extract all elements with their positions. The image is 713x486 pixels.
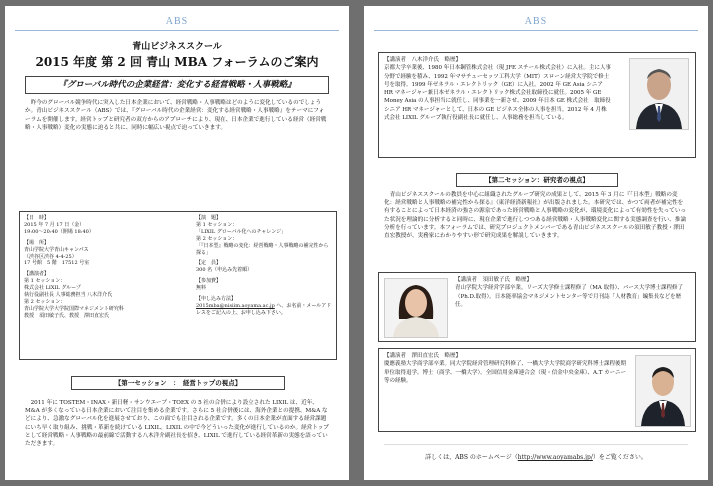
info-right-line: 第 1 セッション： [196, 221, 238, 228]
speaker2-heading: 【講演者 須田敏子氏 略歴】 [455, 277, 533, 283]
info-left-line: 青山学院大学青山キャンパス [24, 246, 89, 253]
theme-box: 『グローバル時代の企業経営：変化する経営戦略・人事戦略』 [25, 76, 329, 94]
event-info-left [24, 215, 189, 320]
info-right-line: 「『日本型』戦略の変化：経営戦略・人事戦略の補完性から探る」 [196, 242, 329, 256]
signup-instructions: へ、お名前・メールアドレスをご記入の上、お申し込み下さい。 [196, 302, 332, 316]
footer-prefix: 詳しくは、ABS のホームページ（ [425, 454, 518, 461]
speaker1-bio: 京都大学卒業後、1980 年日本鋼管株式会社（現 JFE スチール株式会社）に入社。主に人事分野で経験を積み、1992 年マサチューセッツ工科大学（MIT）スローン経営大学院で修士号を取得。1999 年ゼネラル・エレクトリック（GE）に入社。2002 年 GE Asia シニア HR マネージャー兼日本ゼネラル・エレクトリック株式会社取締役に就任。2005 年 GE Money Asia の人事担当に就任し、同事業を一新させ、2009 年日本 GE 株式会社 取締役シニア HR マネージャーとして、日本の GE ビジネス全体の人事を担当。2012 年 4 月株式会社 LIXIL グループ執行役副社長に就任し、人事総務を担当している。 [384, 65, 612, 122]
info-left-line: 17 号館 5 階 17512 号室 [24, 260, 90, 267]
speaker1-box [378, 52, 696, 158]
session1-heading: 【第一セッション ： 経営トップの視点】 [71, 376, 285, 390]
info-left-line: 【講演者】 [24, 271, 50, 278]
header-rule [15, 30, 339, 31]
info-left-line: 2015 年 7 月 17 日（金） [24, 221, 85, 228]
speaker1-text [384, 56, 612, 122]
info-left-line: 第 1 セッション： [24, 278, 66, 285]
speaker2-box [378, 272, 696, 342]
signup-email-link[interactable]: 2015mba@nisiim.aoyama.ac.jp [196, 302, 275, 309]
speaker3-portrait-icon [636, 356, 690, 426]
page-1 [5, 6, 349, 480]
homepage-link[interactable]: http://www.aoyamabs.jp/ [517, 454, 593, 461]
info-left-line: 株式会社 LIXIL グループ [24, 285, 81, 292]
info-right-line: 【申し込み方法】 [196, 296, 237, 303]
speaker1-photo [629, 58, 689, 130]
intro-paragraph: 昨今のグローバル競争時代に突入した日本企業において、経営戦略・人事戦略はどのように変化しているのでしょうか。青山ビジネススクール（ABS）では、『グローバル時代の企業経営：変化する経営戦略・人事戦略』をテーマにフォーラムを開催します。経営トップと研究者の双方からのアプローチにより、現在、日本企業で進行している経営（経営戦略・人事戦略）変化の実態に迫ると共に、同時に幅広い視点で迫っていきます。 [25, 100, 327, 131]
info-right-line: 300 名（申込み先着順） [196, 267, 253, 274]
footer-rule [384, 444, 688, 445]
session2-body: 青山ビジネススクールの教員を中心に組織されたグループ研究の成果として、2015 年 3 月に『「日本型」戦略の変化：経営戦略と人事戦略の補完性から探る』（東洋経済新報社）が出版されました。本研究では、かつて両者が補完性を有することによって日本経済の強さの源泉であった経営戦略と人事戦略の変化が、環境変化によって有効性を失っていった状況を理論的に分析すると同時に、現在企業で進行しつつある経営戦略・人事戦略変化に関する実態調査を行い、推論分析を行っています。本フォーラムでは、研究プロジェクトメンバーである青山ビジネススクールの須田敏子教授・澤田直宏教授が、実務家にわかりやすい形で研究成果を解説していきます。 [384, 192, 687, 240]
speaker3-box [378, 348, 696, 432]
session2-heading: 【第二セッション：研究者の視点】 [456, 173, 618, 187]
speaker1-portrait-icon [630, 59, 688, 129]
session1-body: 2011 年に TOSTEM・INAX・新日軽・サンウエーブ・TOEX の 5 社の合併により設立された LIXIL は、近年、M&A が多くなっている日本企業において注目を集める企業です。さらに 5 社合併後には、海外企業との提携、M&A などにより、急激なグローバル化を進展させており、この面でも注目される企業です。多くの日本企業が直面する経営課題にいち早く取り組み、挑戦・革新を続けている LIXIL。LIXIL の中で今どういった変化が進行しているのか。経営トップとして経営戦略・人事戦略の最前線で活動する八木洋介副社長を招き、LIXIL で進行している経営革新の実態を語っていただきます。 [25, 400, 329, 448]
abs-logo: ABS [524, 16, 548, 27]
forum-title: 2015 年度 第 2 回 青山 MBA フォーラムのご案内 [35, 55, 319, 69]
footer-suffix: ）をご覧ください。 [592, 454, 647, 461]
info-left-line: 教授 須田敏子氏、教授 澤田直宏氏 [24, 312, 110, 319]
footer-note [364, 452, 708, 461]
speaker3-photo [635, 355, 691, 427]
info-right-line: 第 2 セッション： [196, 235, 238, 242]
speaker3-text [384, 352, 628, 385]
info-right-line: 「LIXIL グローバル化へのチャレンジ」 [196, 228, 287, 235]
abs-logo: ABS [165, 16, 189, 27]
event-info-right [196, 215, 332, 317]
info-left-line: 第 2 セッション： [24, 298, 66, 305]
speaker2-portrait-icon [385, 279, 447, 337]
speaker1-heading: 【講演者 八木洋介氏 略歴】 [384, 57, 462, 63]
info-right-line: 【参加費】 [196, 278, 222, 285]
page-2 [364, 6, 708, 480]
header-rule [374, 30, 698, 31]
event-info-box [19, 211, 337, 360]
organization-name: 青山ビジネススクール [132, 42, 222, 52]
info-right-line: 【演 題】 [196, 215, 222, 221]
info-right-line: 無料 [196, 285, 207, 292]
info-left-line: 執行役副社長 人事総務担当 八木洋介氏 [24, 292, 113, 299]
info-left-line: （渋谷区渋谷 4-4-25） [24, 253, 77, 260]
info-left-line: 【場 所】 [24, 239, 50, 246]
speaker2-photo [384, 278, 448, 338]
info-left-line: 【日 時】 [24, 215, 50, 221]
info-right-line: 【定 員】 [196, 260, 222, 267]
speaker3-heading: 【講演者 澤田直宏氏 略歴】 [384, 353, 462, 359]
speaker2-bio: 青山学院大学経営学部卒業。リーズ大学修士課程修了（MA 取得）、バース大学博士課程修了（Ph.D.取得）。日本能率協会マネジメントセンター等で月刊誌「人材教育」編集長などを歴任。 [455, 285, 684, 308]
speaker3-bio: 慶應義塾大学商学部卒業。同大学院経営管理研究科修了、一橋大学大学院商学研究科博士課程後期単位取得退学。博士（商学、一橋大学）。全国信用金庫連合会（現・信金中央金庫）、A.T カーニー等の経験。 [384, 361, 627, 384]
info-left-line: 青山学院大学大学院国際マネジメント研究科 [24, 305, 124, 312]
speaker2-text [455, 276, 687, 309]
info-left-line: 19:00～20:40（開場 18:40） [24, 228, 94, 235]
